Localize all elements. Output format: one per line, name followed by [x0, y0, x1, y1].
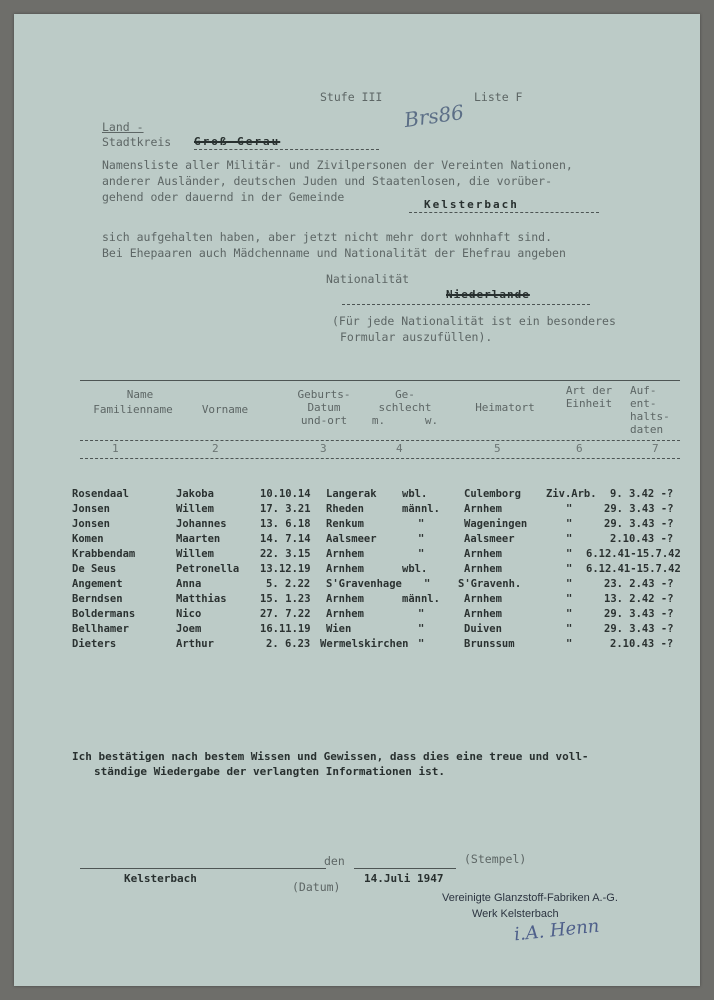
- cell-geburtsort: Arnhem: [326, 563, 364, 575]
- werk-stamp: Werk Kelsterbach: [472, 908, 559, 920]
- cell-heimatort: Culemborg: [464, 488, 521, 500]
- nationality-underline: [342, 304, 590, 305]
- header-vorname: Vorname: [201, 403, 249, 416]
- date-line-left: [264, 868, 326, 869]
- cell-familienname: Komen: [72, 533, 104, 545]
- header-aufenthalt: Auf- ent- halts- daten: [630, 384, 670, 436]
- cell-aufenthalt: 9. 3.42 -?: [610, 488, 674, 500]
- cell-geburtsort: Renkum: [326, 518, 364, 530]
- cell-heimatort: Arnhem: [464, 593, 502, 605]
- cell-einheit: ": [566, 503, 573, 515]
- cell-aufenthalt: 6.12.41-15.7.42: [586, 563, 681, 575]
- cell-aufenthalt: 29. 3.43 -?: [604, 608, 674, 620]
- cell-einheit: ": [566, 548, 573, 560]
- liste-label: Liste F: [474, 90, 523, 104]
- cell-familienname: Boldermans: [72, 608, 136, 620]
- land-label: Land -: [102, 120, 144, 134]
- company-stamp: Vereinigte Glanzstoff-Fabriken A.-G.: [442, 892, 618, 904]
- cell-vorname: Petronella: [176, 563, 240, 575]
- cell-familienname: Berndsen: [72, 593, 123, 605]
- cell-geburtsort: Arnhem: [326, 608, 364, 620]
- cell-vorname: Johannes: [176, 518, 227, 530]
- header-name: Name: [126, 388, 154, 401]
- cell-familienname: Dieters: [72, 638, 117, 650]
- intro-line-1: Namensliste aller Militär- und Zivilpersonen der Vereinten Nationen,: [102, 158, 573, 172]
- column-number: 4: [396, 442, 403, 455]
- intro-line-4: sich aufgehalten haben, aber jetzt nicht mehr dort wohnhaft sind.: [102, 230, 553, 244]
- cell-geburtsort: Wermelskirchen: [320, 638, 409, 650]
- cell-einheit: Ziv.Arb.: [546, 488, 597, 500]
- cell-einheit: ": [566, 638, 573, 650]
- document-page: [14, 14, 700, 986]
- header-bottom-rule: [80, 440, 680, 441]
- stufe-label: Stufe III: [320, 90, 383, 104]
- cell-vorname: Nico: [176, 608, 202, 620]
- handwritten-archive-note: Brs86: [402, 99, 466, 133]
- cell-aufenthalt: 2.10.43 -?: [610, 638, 674, 650]
- stempel-label: (Stempel): [464, 852, 527, 866]
- cell-aufenthalt: 23. 2.43 -?: [604, 578, 674, 590]
- cell-heimatort: Arnhem: [464, 503, 502, 515]
- certification-line-2: ständige Wiedergabe der verlangten Informationen ist.: [94, 765, 445, 778]
- place-value: Kelsterbach: [124, 872, 197, 885]
- cell-geburtsort: Arnhem: [326, 593, 364, 605]
- cell-geschlecht: männl.: [402, 503, 440, 515]
- cell-geburtsdatum: 5. 2.22: [266, 578, 311, 590]
- nationality-value: Niederlande: [446, 288, 530, 301]
- cell-heimatort: Aalsmeer: [464, 533, 515, 545]
- cell-familienname: Jonsen: [72, 503, 110, 515]
- column-number: 7: [652, 442, 659, 455]
- handwritten-signature: i.A. Henn: [513, 915, 601, 946]
- nationality-label: Nationalität: [326, 272, 410, 286]
- note-line-2: Formular auszufüllen).: [340, 330, 493, 344]
- cell-heimatort: Arnhem: [464, 608, 502, 620]
- cell-geschlecht: ": [418, 608, 425, 620]
- cell-vorname: Matthias: [176, 593, 227, 605]
- cell-geschlecht: ": [424, 578, 431, 590]
- header-familienname: Familienname: [93, 403, 173, 416]
- cell-geburtsort: Langerak: [326, 488, 377, 500]
- cell-aufenthalt: 6.12.41-15.7.42: [586, 548, 681, 560]
- cell-aufenthalt: 29. 3.43 -?: [604, 503, 674, 515]
- cell-aufenthalt: 29. 3.43 -?: [604, 518, 674, 530]
- cell-geschlecht: wbl.: [402, 488, 428, 500]
- cell-heimatort: Duiven: [464, 623, 502, 635]
- cell-heimatort: S'Gravenh.: [458, 578, 522, 590]
- date-line-right: [354, 868, 456, 869]
- cell-einheit: ": [566, 608, 573, 620]
- cell-geburtsdatum: 13.12.19: [260, 563, 311, 575]
- cell-geschlecht: ": [418, 518, 425, 530]
- note-line-1: (Für jede Nationalität ist ein besonderes: [332, 314, 616, 328]
- cell-familienname: Krabbendam: [72, 548, 136, 560]
- den-label: den: [324, 854, 345, 868]
- gemeinde-value: Kelsterbach: [424, 198, 519, 211]
- cell-geburtsdatum: 22. 3.15: [260, 548, 311, 560]
- numbers-bottom-rule: [80, 458, 680, 459]
- cell-vorname: Joem: [176, 623, 202, 635]
- cell-geschlecht: ": [418, 548, 425, 560]
- cell-heimatort: Wageningen: [464, 518, 528, 530]
- column-number: 2: [212, 442, 219, 455]
- cell-vorname: Anna: [176, 578, 202, 590]
- stadtkreis-value: Groß-Gerau: [194, 135, 281, 148]
- intro-line-2: anderer Ausländer, deutschen Juden und Staatenlosen, die vorüber-: [102, 174, 553, 188]
- cell-aufenthalt: 13. 2.42 -?: [604, 593, 674, 605]
- cell-geburtsort: Rheden: [326, 503, 364, 515]
- gemeinde-underline: [409, 212, 599, 213]
- cell-familienname: Rosendaal: [72, 488, 129, 500]
- cell-geschlecht: ": [418, 533, 425, 545]
- intro-line-5: Bei Ehepaaren auch Mädchenname und Nationalität der Ehefrau angeben: [102, 246, 566, 260]
- cell-geburtsdatum: 27. 7.22: [260, 608, 311, 620]
- cell-vorname: Maarten: [176, 533, 221, 545]
- header-einheit: Art der Einheit: [565, 384, 613, 410]
- cell-geburtsort: Arnhem: [326, 548, 364, 560]
- header-geburts: Geburts- Datum und-ort: [297, 388, 351, 427]
- cell-einheit: ": [566, 623, 573, 635]
- intro-line-3: gehend oder dauernd in der Gemeinde: [102, 190, 345, 204]
- cell-geburtsdatum: 2. 6.23: [266, 638, 311, 650]
- cell-heimatort: Arnhem: [464, 548, 502, 560]
- cell-vorname: Willem: [176, 503, 214, 515]
- date-value: 14.Juli 1947: [364, 872, 444, 885]
- cell-aufenthalt: 2.10.43 -?: [610, 533, 674, 545]
- cell-vorname: Arthur: [176, 638, 214, 650]
- cell-familienname: Angement: [72, 578, 123, 590]
- cell-vorname: Willem: [176, 548, 214, 560]
- certification-line-1: Ich bestätigen nach bestem Wissen und Gewissen, dass dies eine treue und voll-: [72, 750, 589, 763]
- table-top-rule: [80, 380, 680, 381]
- cell-heimatort: Arnhem: [464, 563, 502, 575]
- cell-geburtsdatum: 14. 7.14: [260, 533, 311, 545]
- column-number: 6: [576, 442, 583, 455]
- cell-einheit: ": [566, 533, 573, 545]
- cell-geburtsdatum: 10.10.14: [260, 488, 311, 500]
- stadtkreis-label: Stadtkreis: [102, 135, 172, 149]
- cell-familienname: De Seus: [72, 563, 117, 575]
- column-number: 5: [494, 442, 501, 455]
- cell-vorname: Jakoba: [176, 488, 214, 500]
- cell-geburtsort: S'Gravenhage: [326, 578, 402, 590]
- cell-geschlecht: ": [418, 623, 425, 635]
- cell-geburtsdatum: 13. 6.18: [260, 518, 311, 530]
- header-heimatort: Heimatort: [475, 401, 535, 414]
- cell-heimatort: Brunssum: [464, 638, 515, 650]
- cell-geburtsdatum: 16.11.19: [260, 623, 311, 635]
- stadtkreis-underline: [194, 149, 379, 150]
- cell-familienname: Jonsen: [72, 518, 110, 530]
- cell-geburtsdatum: 17. 3.21: [260, 503, 311, 515]
- cell-familienname: Bellhamer: [72, 623, 129, 635]
- cell-einheit: ": [566, 578, 573, 590]
- cell-geschlecht: ": [418, 638, 425, 650]
- cell-einheit: ": [566, 593, 573, 605]
- cell-geschlecht: wbl.: [402, 563, 428, 575]
- place-line: [80, 868, 270, 869]
- column-number: 3: [320, 442, 327, 455]
- cell-geburtsdatum: 15. 1.23: [260, 593, 311, 605]
- cell-einheit: ": [566, 563, 573, 575]
- cell-aufenthalt: 29. 3.43 -?: [604, 623, 674, 635]
- header-geschlecht: Ge- schlecht m. w.: [371, 388, 439, 427]
- cell-geburtsort: Wien: [326, 623, 352, 635]
- cell-geschlecht: männl.: [402, 593, 440, 605]
- cell-einheit: ": [566, 518, 573, 530]
- datum-label: (Datum): [292, 880, 341, 894]
- cell-geburtsort: Aalsmeer: [326, 533, 377, 545]
- column-number: 1: [112, 442, 119, 455]
